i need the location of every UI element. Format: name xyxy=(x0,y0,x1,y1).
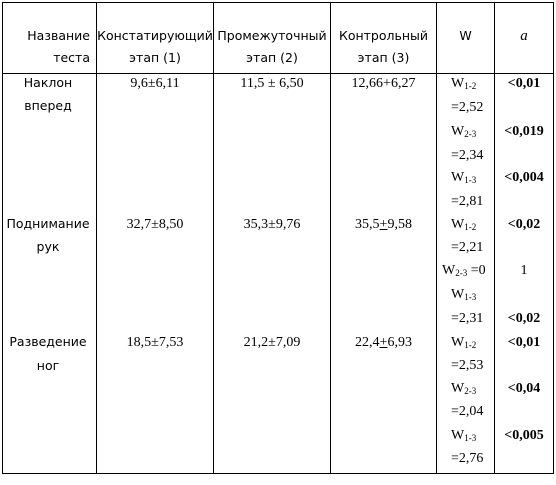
w-cell: $W_{1-3}$ xyxy=(451,428,477,443)
a-value: <0,019 xyxy=(504,124,544,139)
header-test-name-line2: теста xyxy=(53,50,90,65)
w-value: =2,04 xyxy=(451,404,484,419)
col-border-3 xyxy=(330,2,331,474)
w-cell: $W_{1-3}$ xyxy=(451,287,477,302)
a-value: <0,004 xyxy=(504,170,544,185)
row1-stage2-value: 11,5 ± 6,50 xyxy=(240,76,304,91)
table-top-border xyxy=(2,2,553,3)
col-border-5 xyxy=(494,2,495,474)
w-value: =2,34 xyxy=(451,148,484,163)
a-value: <0,005 xyxy=(504,428,544,443)
w-value: =2,53 xyxy=(451,358,484,373)
col-border-6 xyxy=(553,2,554,474)
row3-stage1-value: 18,5±7,53 xyxy=(126,335,184,350)
row1-test-name-line2: вперед xyxy=(24,98,72,113)
a-value: <0,01 xyxy=(507,335,541,350)
w-value: =2,52 xyxy=(451,100,484,115)
row1-stage3-value: 12,66+6,27 xyxy=(351,76,416,91)
w-value: =2,76 xyxy=(451,451,484,466)
w-cell: $W_{1-2}$ xyxy=(451,335,477,350)
row1-stage1-value: 9,6±6,11 xyxy=(130,76,180,91)
col-border-0 xyxy=(2,2,3,474)
w-cell: $W_{1-3}$ xyxy=(451,170,477,185)
w-cell: $W_{2-3} =0$ xyxy=(442,263,486,278)
row3-stage2-value: 21,2±7,09 xyxy=(243,335,301,350)
header-w: W xyxy=(459,28,472,43)
header-stage2-line1: Промежуточный xyxy=(217,28,327,43)
header-stage2-line2: этап (2) xyxy=(246,50,298,65)
w-cell: $W_{1-2}$ xyxy=(451,217,477,232)
w-value: =2,81 xyxy=(451,194,484,209)
row2-stage3-value: 35,5+9,58 xyxy=(355,217,412,232)
header-stage1-line1: Констатирующий xyxy=(97,28,213,43)
col-border-2 xyxy=(213,2,214,474)
row3-stage3-value: 22,4+6,93 xyxy=(355,335,412,350)
header-stage1-line2: этап (1) xyxy=(129,50,181,65)
a-value: 1 xyxy=(520,263,528,278)
col-border-4 xyxy=(436,2,437,474)
row2-test-name-line2: рук xyxy=(36,239,60,254)
w-cell: $W_{1-2}$ xyxy=(451,76,477,91)
row3-test-name-line1: Разведение xyxy=(9,334,87,349)
header-bottom-border xyxy=(2,73,553,74)
w-value: =2,21 xyxy=(451,240,484,255)
a-value: <0,02 xyxy=(507,311,541,326)
a-value: <0,02 xyxy=(507,217,541,232)
row2-stage1-value: 32,7±8,50 xyxy=(126,217,184,232)
row2-test-name-line1: Поднимание xyxy=(6,216,90,231)
a-value: <0,04 xyxy=(507,381,541,396)
header-test-name-line1: Название xyxy=(27,28,90,43)
row1-test-name-line1: Наклон xyxy=(23,75,73,90)
a-value: <0,01 xyxy=(507,76,541,91)
col-border-1 xyxy=(96,2,97,474)
w-cell: $W_{2-3}$ xyxy=(451,124,477,139)
row2-stage2-value: 35,3±9,76 xyxy=(243,217,301,232)
w-value: =2,31 xyxy=(451,311,484,326)
table-bottom-border xyxy=(2,473,553,474)
header-stage3-line1: Контрольный xyxy=(338,28,429,43)
row3-test-name-line2: ног xyxy=(36,358,60,373)
header-stage3-line2: этап (3) xyxy=(357,50,410,65)
w-cell: $W_{2-3}$ xyxy=(451,381,477,396)
header-a: a xyxy=(520,28,528,44)
